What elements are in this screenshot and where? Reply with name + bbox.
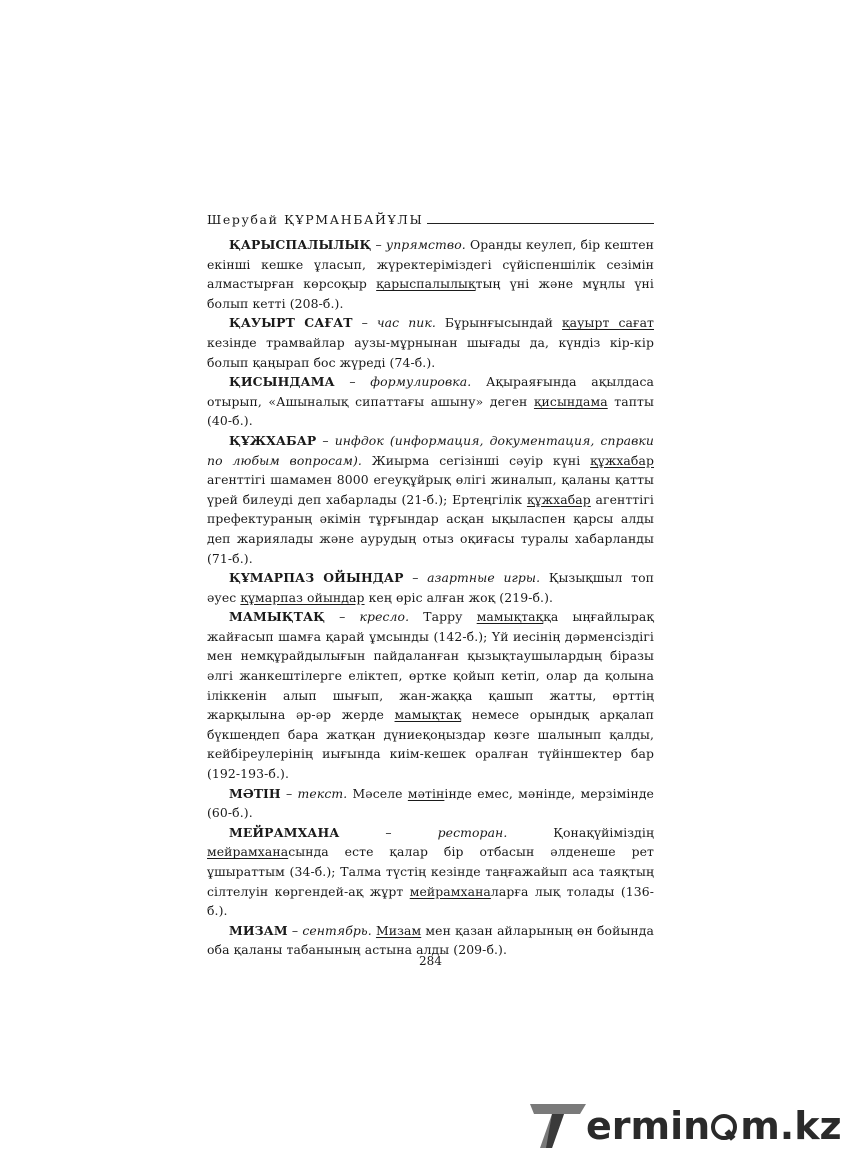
- dictionary-entry: [207, 823, 654, 921]
- dictionary-entry: [207, 372, 654, 431]
- entry-example-text: Қызықшыл топ әуес: [207, 570, 655, 605]
- entry-example-term: қауырт сағат: [562, 315, 655, 331]
- entry-dash: –: [334, 374, 371, 390]
- entry-example-text: Қонақүйіміздің: [507, 824, 654, 840]
- entry-dash: –: [287, 922, 303, 938]
- entry-example-text: қа ыңғайлырақ жайғасып шамға қарай ұмсынды (142-б.); Үй иесінің дәрменсіздігі мен немқұрайдылығын пайдаланған қызықтаушылардың біразы әлгі жанкештілерге еліктеп, өртке қойып кетіп, олар да қолына іліккенін алып шығып, жан-жаққа қашып жатты, өрттің жарқылына әр-әр жерде: [207, 609, 654, 723]
- dictionary-entry: [207, 607, 654, 783]
- entry-dash: –: [316, 432, 335, 448]
- entry-example-text: кең өріс алған жоқ (219-б.).: [364, 589, 554, 605]
- entry-example-term: мамықтақ: [476, 609, 544, 625]
- entry-example-text: агенттігі префектураның әкімін тұрғындар асқан ықыласпен қарсы алды деп жариялады және аурудың отыз оқиғасы туралы хабарланды (71-б.).: [207, 491, 654, 566]
- header-rule: [427, 223, 654, 224]
- entry-term: ҚАУЫРТ САҒАТ: [229, 315, 353, 331]
- entry-example-term: мейрамхана: [409, 883, 491, 899]
- dictionary-entry: [207, 568, 654, 607]
- entry-term: МӘТІН: [229, 785, 281, 801]
- entry-example-text: кезінде трамвайлар аузы-мұрнынан шығады да, күндіз кір-кір болып қаңырап бос жүреді (74-б.).: [207, 334, 654, 370]
- termincom-logo: [528, 1100, 842, 1152]
- logo-o-icon: [710, 1107, 740, 1137]
- entry-translation: час пик.: [376, 315, 436, 331]
- entry-term: ҚҰМАРПАЗ ОЙЫНДАР: [229, 570, 404, 586]
- entry-dash: –: [339, 824, 438, 840]
- entry-translation: формулировка.: [370, 374, 472, 390]
- entry-translation: инфдок (информация, документация, справки по любым вопросам).: [207, 432, 654, 468]
- entry-example-term: мәтін: [407, 785, 445, 801]
- entry-term: МЕЙРАМХАНА: [229, 824, 340, 840]
- entry-example-text: немесе орындық арқалап бүкшеңдеп бара жатқан дүниеқоңыздар көзге шалынып қалды, кейбіреулерінің иығында киім-кешек оралған түйіншектер бар (192-193-б.).: [207, 707, 654, 782]
- dictionary-entry: [207, 431, 654, 568]
- entry-example-term: Мизам: [375, 922, 422, 938]
- entry-example-term: құжхабар: [526, 491, 591, 507]
- entry-example-text: Жиырма сегізінші сәуір күні: [361, 452, 591, 468]
- entry-term: ҚИСЫНДАМА: [229, 374, 335, 390]
- header-author: Шерубай ҚҰРМАНБАЙҰЛЫ: [207, 212, 424, 227]
- entry-example-text: сында есте қалар бір отбасын әлденеше рет ұшыраттым (34-б.); Талма түстің кезінде таңғажайып аса таяқтың сілтелуін көргендей-ақ жұрт: [207, 844, 654, 899]
- entry-example-text: Ақыраяғында ақылдаса отырып, «Ашыналық сипаттағы ашыну» деген: [207, 374, 654, 409]
- dictionary-entry: [207, 784, 654, 823]
- entry-dash: –: [325, 609, 360, 625]
- logo-wordmark: ermin m.kz: [586, 1104, 842, 1148]
- entry-translation: сентябрь.: [302, 922, 372, 938]
- entry-term: ҚАРЫСПАЛЫЛЫҚ: [229, 237, 372, 252]
- entry-example-text: тапты (40-б.).: [207, 393, 654, 429]
- entry-translation: текст.: [297, 785, 348, 801]
- entry-translation: кресло.: [359, 609, 410, 625]
- entry-translation: азартные игры.: [427, 570, 541, 586]
- logo-t-icon: [528, 1100, 588, 1150]
- entry-example-text: агенттігі шамамен 8000 егеуқұйрық өлігі жиналып, қаланы қатты үрей билеуді деп хабарлады (21-б.); Ертеңгілік: [207, 472, 654, 507]
- entry-example-term: құжхабар: [590, 452, 655, 468]
- entry-example-term: құмарпаз ойындар: [240, 589, 365, 605]
- entry-translation: ресторан.: [437, 824, 508, 840]
- entry-dash: –: [280, 785, 298, 801]
- entry-dash: –: [403, 570, 428, 586]
- entry-example-text: Оранды кеулеп, бір кештен екінші кешке ұласып, жүректеріміздегі сүйіспеншілік сезімін алмастырған көрсоқыр: [207, 237, 655, 292]
- entry-dash: –: [371, 237, 386, 252]
- entry-example-text: мен қазан айларының өн бойында оба қаланы табанының астына алды (209-б.).: [207, 922, 655, 958]
- entry-example-term: мейрамхана: [207, 844, 289, 860]
- running-header: [207, 205, 654, 227]
- dictionary-entries: [207, 235, 654, 960]
- page-content: [207, 205, 654, 960]
- entry-example-text: Бұрынғысындай: [435, 315, 563, 331]
- entry-example-text: Тарру: [409, 609, 477, 625]
- entry-example-text: ларға лық толады (136-б.).: [207, 883, 654, 919]
- entry-term: МИЗАМ: [229, 922, 288, 938]
- dictionary-entry: [207, 235, 654, 313]
- entry-example-text: Мәселе: [347, 785, 408, 801]
- entry-example-term: қарыспалылық: [376, 276, 476, 292]
- entry-term: МАМЫҚТАҚ: [229, 609, 325, 625]
- page-number: 284: [419, 954, 442, 968]
- entry-dash: –: [352, 315, 377, 331]
- entry-example-text: тың үні және мұңлы үні болып кетті (208-б.).: [207, 276, 654, 311]
- entry-example-term: мамықтақ: [394, 707, 462, 723]
- entry-example-term: қисындама: [533, 393, 608, 409]
- entry-example-text: інде емес, мәнінде, мерзімінде (60-б.).: [207, 785, 654, 821]
- entry-term: ҚҰЖХАБАР: [229, 432, 317, 448]
- dictionary-entry: [207, 313, 654, 372]
- entry-translation: упрямство.: [385, 237, 466, 252]
